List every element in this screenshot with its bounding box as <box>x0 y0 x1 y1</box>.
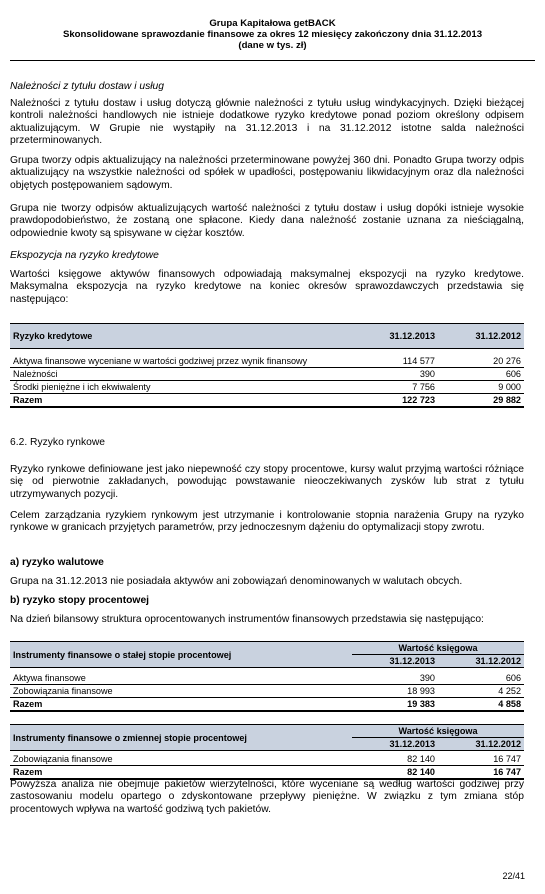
fixed-rate-label: Instrumenty finansowe o stałej stopie procentowej <box>10 642 352 668</box>
paragraph-receivables-1: Należności z tytułu dostaw i usług dotyczą głównie należności z tytułu usług windykacyjnych. Dzięki bieżącej kontroli należności handlowych nie istnieje dodatkowe ryzyko kredytowe ponad poziom określony odpisem aktualizującym. W Grupie nie wystąpiły na 31.12.2013 i na 31.12.2012 istotne salda należności przeterminowanych. <box>10 98 524 147</box>
fixed-rate-col-2013: 31.12.2013 <box>352 655 438 668</box>
paragraph-receivables-3: Grupa nie tworzy odpisów aktualizujących wartość należności z tytułu dostaw i usług dopóki istnieje wysokie prawdopodobieństwo, że zostaną one spłacone. Kiedy dana należność zostanie uznana za nieściągalną, odpowiednie kwoty są spisywane w ciężar kosztów. <box>10 203 524 239</box>
row-value-2012: 606 <box>438 672 524 685</box>
section-title-receivables: Należności z tytułu dostaw i usług <box>10 81 164 92</box>
fixed-rate-group-header: Wartość księgowa <box>352 642 524 655</box>
total-2012: 29 882 <box>438 394 524 408</box>
table-total-row <box>10 394 524 408</box>
header-company: Grupa Kapitałowa getBACK <box>209 18 336 29</box>
row-value-2012: 16 747 <box>438 753 524 766</box>
row-value-2013: 390 <box>352 368 438 381</box>
total-label: Razem <box>10 766 352 780</box>
row-value-2013: 114 577 <box>352 355 438 368</box>
row-value-2013: 7 756 <box>352 381 438 394</box>
row-value-2013: 82 140 <box>352 753 438 766</box>
table-total-row <box>10 698 524 712</box>
page-number: 22/41 <box>502 871 525 881</box>
section-title-credit-exposure: Ekspozycja na ryzyko kredytowe <box>10 250 159 261</box>
table-row <box>10 672 524 685</box>
table-row <box>10 753 524 766</box>
row-label: Należności <box>10 368 352 381</box>
credit-risk-table <box>10 323 524 408</box>
fixed-rate-col-2012: 31.12.2012 <box>438 655 524 668</box>
row-label: Zobowiązania finansowe <box>10 753 352 766</box>
credit-risk-header-2012: 31.12.2012 <box>438 324 524 349</box>
credit-risk-header-2013: 31.12.2013 <box>352 324 438 349</box>
paragraph-currency-risk: Grupa na 31.12.2013 nie posiadała aktywów ani zobowiązań denominowanych w walutach obcych. <box>10 576 463 587</box>
row-value-2013: 390 <box>352 672 438 685</box>
variable-rate-instruments-table <box>10 724 524 780</box>
row-label: Środki pieniężne i ich ekwiwalenty <box>10 381 352 394</box>
paragraph-market-risk-2: Celem zarządzania ryzykiem rynkowym jest utrzymanie i kontrolowanie stopnia narażenia Grupy na ryzyko rynkowe w granicach przyjętych parametrów, przy jednoczesnym dążeniu do optymalizacji stopy zwrotu. <box>10 510 524 534</box>
table-row <box>10 368 524 381</box>
row-value-2013: 18 993 <box>352 685 438 698</box>
row-value-2012: 20 276 <box>438 355 524 368</box>
row-value-2012: 4 252 <box>438 685 524 698</box>
paragraph-interest-rate-risk: Na dzień bilansowy struktura oprocentowanych instrumentów finansowych przedstawia się następująco: <box>10 614 484 625</box>
variable-rate-group-header: Wartość księgowa <box>352 725 524 738</box>
total-2013: 122 723 <box>352 394 438 408</box>
paragraph-closing-note: Powyższa analiza nie obejmuje pakietów wierzytelności, które wyceniane są według wartości godziwej przy zastosowaniu modelu opartego o zdyskontowane przepływy pieniężne. W związku z tym zmiana stóp procentowych wpływa na wartość godziwą tych pakietów. <box>10 779 524 815</box>
paragraph-market-risk-1: Ryzyko rynkowe definiowane jest jako niepewność czy stopy procentowe, kursy walut przyjmą wartości różniące się od pierwotnie zakładanych, powodując powstawanie nieoczekiwanych zysków lub strat z tytułu utrzymywanych pozycji. <box>10 464 524 500</box>
fixed-rate-instruments-table <box>10 641 524 712</box>
credit-risk-header-row <box>10 324 524 349</box>
total-label: Razem <box>10 698 352 712</box>
header-report-title: Skonsolidowane sprawozdanie finansowe za okres 12 miesięcy zakończony dnia 31.12.2013 <box>62 29 483 40</box>
row-value-2012: 9 000 <box>438 381 524 394</box>
table-row <box>10 685 524 698</box>
header-divider <box>10 60 535 61</box>
paragraph-credit-exposure: Wartości księgowe aktywów finansowych odpowiadają maksymalnej ekspozycji na ryzyko kredytowe. Maksymalna ekspozycja na ryzyko kredytowe na koniec okresów sprawozdawczych przedstawia się następująco: <box>10 269 524 305</box>
table-row <box>10 381 524 394</box>
section-heading-market-risk: 6.2. Ryzyko rynkowe <box>10 437 105 448</box>
row-label: Zobowiązania finansowe <box>10 685 352 698</box>
variable-rate-col-2012: 31.12.2012 <box>438 738 524 751</box>
total-2013: 82 140 <box>352 766 438 780</box>
total-label: Razem <box>10 394 352 408</box>
total-2012: 16 747 <box>438 766 524 780</box>
variable-rate-label: Instrumenty finansowe o zmiennej stopie procentowej <box>10 725 352 751</box>
row-label: Aktywa finansowe <box>10 672 352 685</box>
row-label: Aktywa finansowe wyceniane w wartości godziwej przez wynik finansowy <box>10 355 352 368</box>
header-units: (dane w tys. zł) <box>238 40 307 51</box>
table-row <box>10 355 524 368</box>
paragraph-receivables-2: Grupa tworzy odpis aktualizujący na należności przeterminowane powyżej 360 dni. Ponadto Grupa tworzy odpis aktualizujący na wszystkie należności od spółek w upadłości, postępowaniu likwidacyjnym oraz dla należności objętych postępowaniem sądowym. <box>10 155 524 191</box>
variable-rate-col-2013: 31.12.2013 <box>352 738 438 751</box>
table-total-row <box>10 766 524 780</box>
row-value-2012: 606 <box>438 368 524 381</box>
total-2012: 4 858 <box>438 698 524 712</box>
subheading-interest-rate-risk: b) ryzyko stopy procentowej <box>10 595 150 606</box>
subheading-currency-risk: a) ryzyko walutowe <box>10 557 104 568</box>
credit-risk-header-label: Ryzyko kredytowe <box>10 324 352 349</box>
total-2013: 19 383 <box>352 698 438 712</box>
